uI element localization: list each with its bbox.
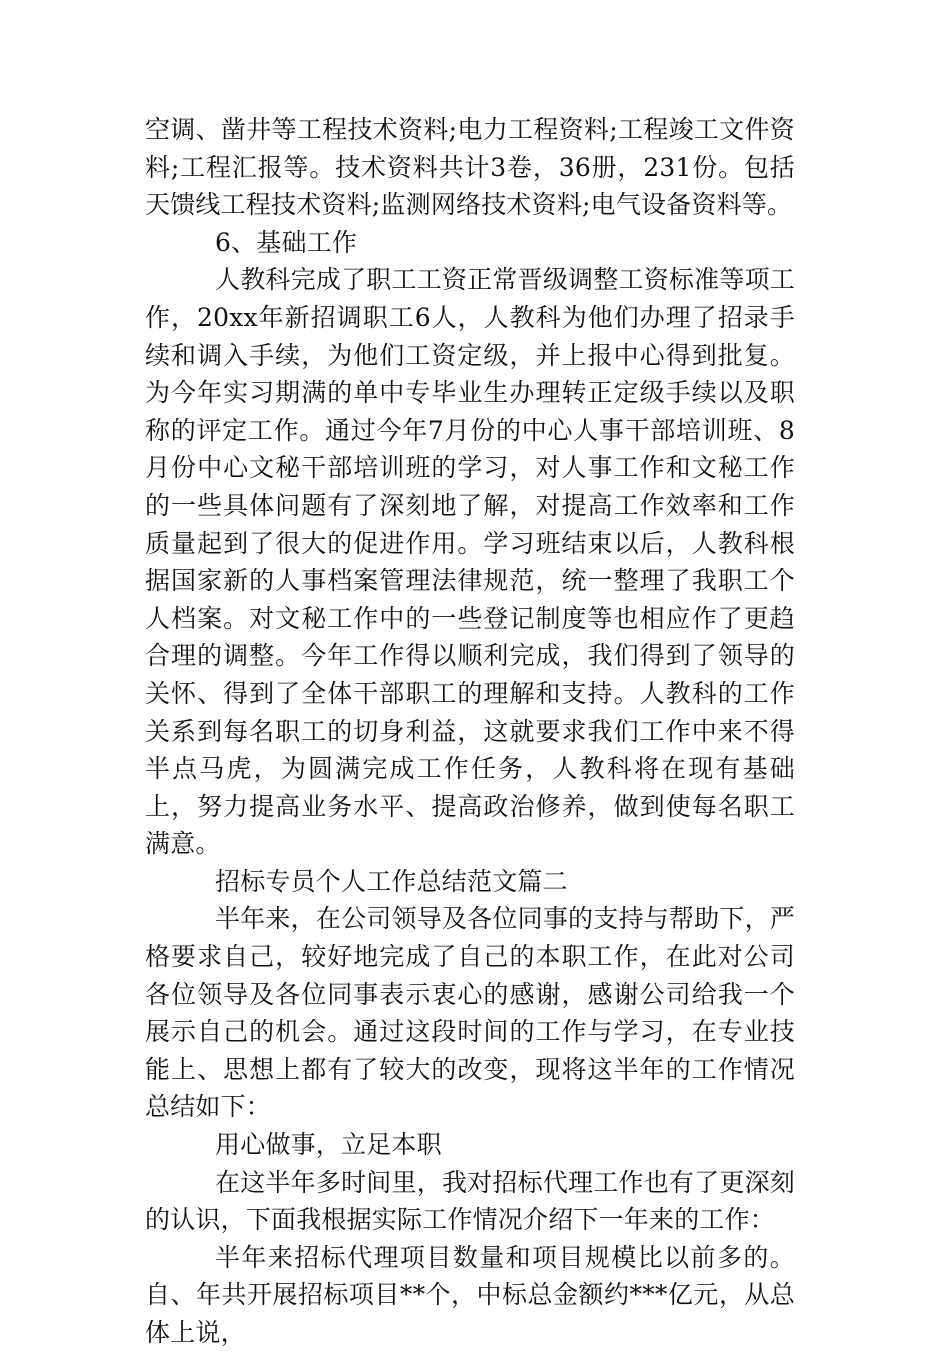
body-paragraph: 半年来招标代理项目数量和项目规模比以前多的。自、年共开展招标项目**个，中标总金额约***亿元，从总体上说， [145, 1242, 795, 1347]
document-page [145, 111, 795, 1352]
article-title: 招标专员个人工作总结范文篇二 [215, 866, 568, 896]
section-heading: 用心做事，立足本职 [215, 1130, 442, 1160]
body-paragraph: 半年来，在公司领导及各位同事的支持与帮助下，严格要求自己，较好地完成了自己的本职工作，在此对公司各位领导及各位同事表示衷心的感谢，感谢公司给我一个展示自己的机会。通过这段时间的工作与学习，在专业技能上、思想上都有了较大的改变，现将这半年的工作情况总结如下： [145, 904, 795, 1122]
body-paragraph: 人教科完成了职工工资正常晋级调整工资标准等项工作，20xx年新招调职工6人，人教科为他们办理了招录手续和调入手续，为他们工资定级，并上报中心得到批复。为今年实习期满的单中专毕业生办理转正定级手续以及职称的评定工作。通过今年7月份的中心人事干部培训班、8月份中心文秘干部培训班的学习，对人事工作和文秘工作的一些具体问题有了深刻地了解，对提高工作效率和工作质量起到了很大的促进作用。学习班结束以后，人教科根据国家新的人事档案管理法律规范，统一整理了我职工个人档案。对文秘工作中的一些登记制度等也相应作了更趋合理的调整。今年工作得以顺利完成，我们得到了领导的关怀、得到了全体干部职工的理解和支持。人教科的工作关系到每名职工的切身利益，这就要求我们工作中来不得半点马虎，为圆满完成工作任务，人教科将在现有基础上，努力提高业务水平、提高政治修养，做到使每名职工满意。 [145, 265, 795, 859]
body-paragraph: 空调、凿井等工程技术资料;电力工程资料;工程竣工文件资料;工程汇报等。技术资料共计3卷，36册，231份。包括天馈线工程技术资料;监测网络技术资料;电气设备资料等。 [145, 115, 795, 220]
body-paragraph: 在这半年多时间里，我对招标代理工作也有了更深刻的认识，下面我根据实际工作情况介绍下一年来的工作： [145, 1167, 795, 1235]
section-heading: 6、基础工作 [215, 227, 358, 257]
